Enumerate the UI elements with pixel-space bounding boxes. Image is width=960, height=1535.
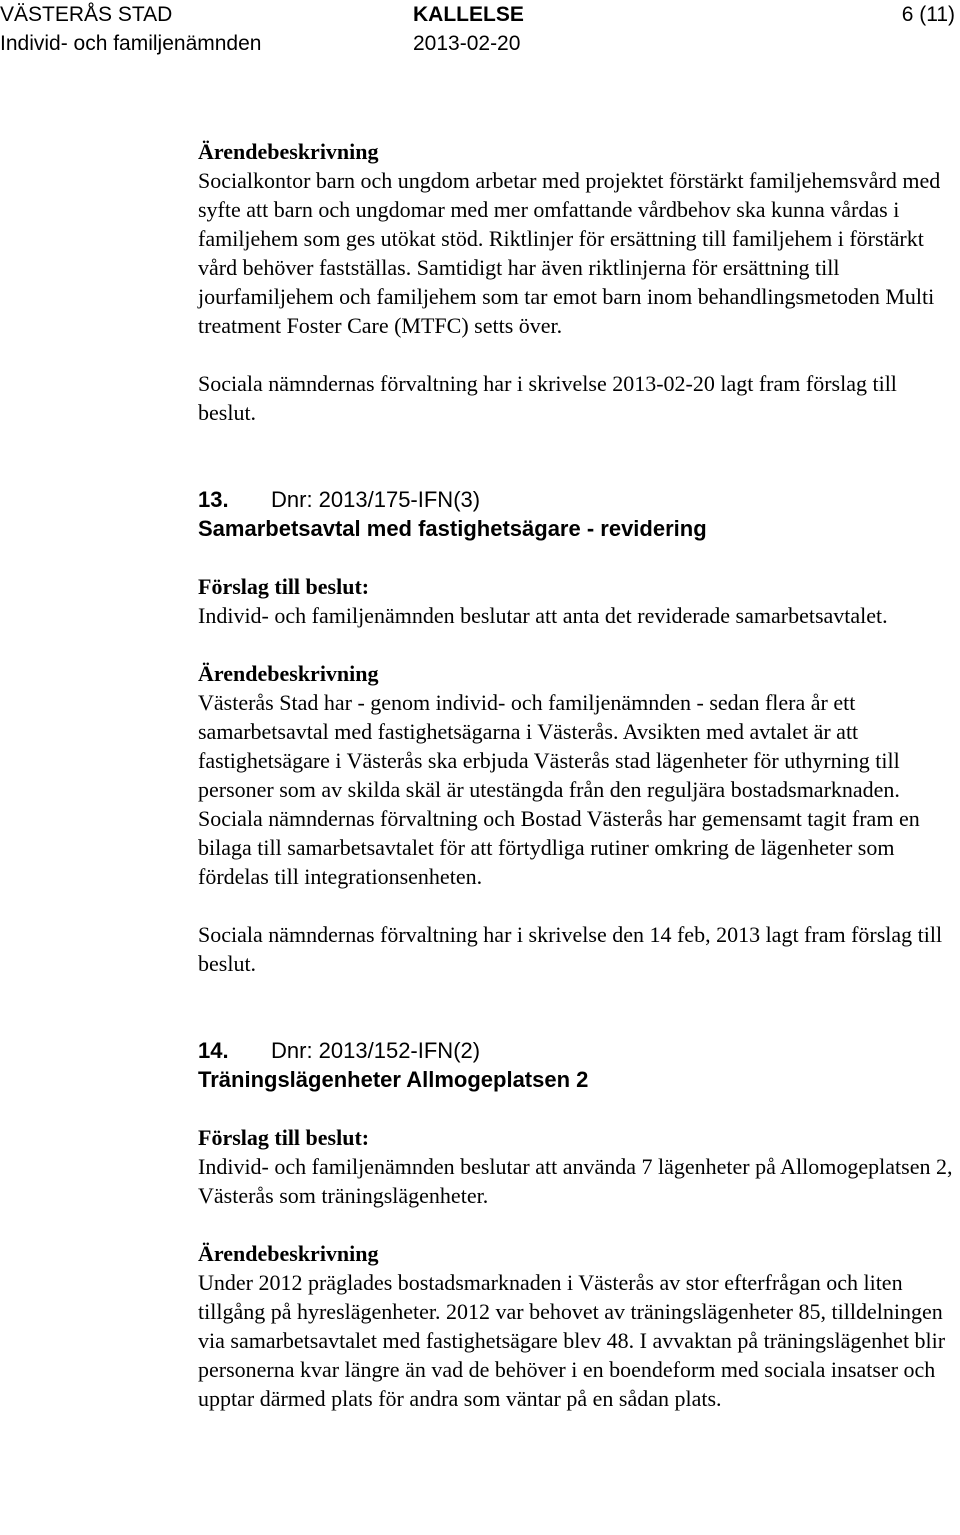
decision-proposal-heading: Förslag till beslut: — [198, 574, 370, 599]
case-description-text: Socialkontor barn och ungdom arbetar med projektet förstärkt familjehemsvård med syfte att barn och ungdomar med mer omfattande vårdbehov ska kunna vårdas i familjehem som ges utökat stöd. Riktlinjer för ersättning till familjehem i förstärkt vård behöver fastställas. Samtidigt har även riktlinjerna för ersättning till jourfamiljehem och familjehem som tar emot barn inom behandlingsmetoden Multi treatment Foster Care (MTFC) setts över. — [198, 168, 941, 338]
header-document-type: KALLELSE — [413, 3, 524, 26]
agenda-item-14-header — [198, 1036, 960, 1065]
case-description-heading: Ärendebeskrivning — [198, 139, 379, 164]
agenda-item-title: Träningslägenheter Allmogeplatsen 2 — [198, 1067, 589, 1092]
agenda-item-dnr: Dnr: 2013/175-IFN(3) — [271, 487, 481, 512]
agenda-item-number: 14. — [198, 1038, 229, 1063]
decision-proposal-text: Individ- och familjenämnden beslutar att använda 7 lägenheter på Allomogeplatsen 2, Västerås som träningslägenheter. — [198, 1154, 953, 1208]
case-description-text: Västerås Stad har - genom individ- och familjenämnden - sedan flera år ett samarbetsavtal med fastighetsägarna i Västerås. Avsikten med avtalet är att fastighetsägare i Västerås ska erbjuda Västerås stad lägenheter för uthyrning till personer som av skilda skäl är utestängda från den reguljära bostadsmarknaden. — [198, 690, 900, 802]
case-description-heading: Ärendebeskrivning — [198, 661, 379, 686]
case-description-heading: Ärendebeskrivning — [198, 1241, 379, 1266]
document-body — [198, 137, 960, 1413]
header-organization: VÄSTERÅS STAD — [0, 3, 173, 26]
case-description-text-continued: Sociala nämndernas förvaltning och Bostad Västerås har gemensamt tagit fram en bilaga till samarbetsavtalet för att förtydliga rutiner omkring de lägenheter som fördelas till integrationsenheten. — [198, 806, 920, 889]
administration-proposal-text: Sociala nämndernas förvaltning har i skrivelse 2013-02-20 lagt fram förslag till beslut. — [198, 371, 897, 425]
case-description-text: Under 2012 präglades bostadsmarknaden i Västerås av stor efterfrågan och liten tillgång på hyreslägenheter. 2012 var behovet av träningslägenheter 85, tilldelningen via samarbetsavtalet med fastighetsägare blev 48. I avvaktan på träningslägenhet blir personerna kvar längre än vad de behöver i en boendeform med sociala insatser och upptar därmed plats för andra som väntar på en sådan plats. — [198, 1270, 946, 1411]
agenda-item-title: Samarbetsavtal med fastighetsägare - revidering — [198, 516, 707, 541]
header-department: Individ- och familjenämnden — [0, 32, 262, 55]
page-header — [0, 0, 960, 60]
header-page-number: 6 (11) — [901, 3, 955, 26]
agenda-item-number: 13. — [198, 487, 229, 512]
administration-proposal-text: Sociala nämndernas förvaltning har i skrivelse den 14 feb, 2013 lagt fram förslag till beslut. — [198, 922, 943, 976]
agenda-item-13-header — [198, 485, 960, 514]
decision-proposal-text: Individ- och familjenämnden beslutar att anta det reviderade samarbetsavtalet. — [198, 603, 888, 628]
decision-proposal-heading: Förslag till beslut: — [198, 1125, 370, 1150]
header-date: 2013-02-20 — [413, 32, 521, 55]
agenda-item-dnr: Dnr: 2013/152-IFN(2) — [271, 1038, 481, 1063]
